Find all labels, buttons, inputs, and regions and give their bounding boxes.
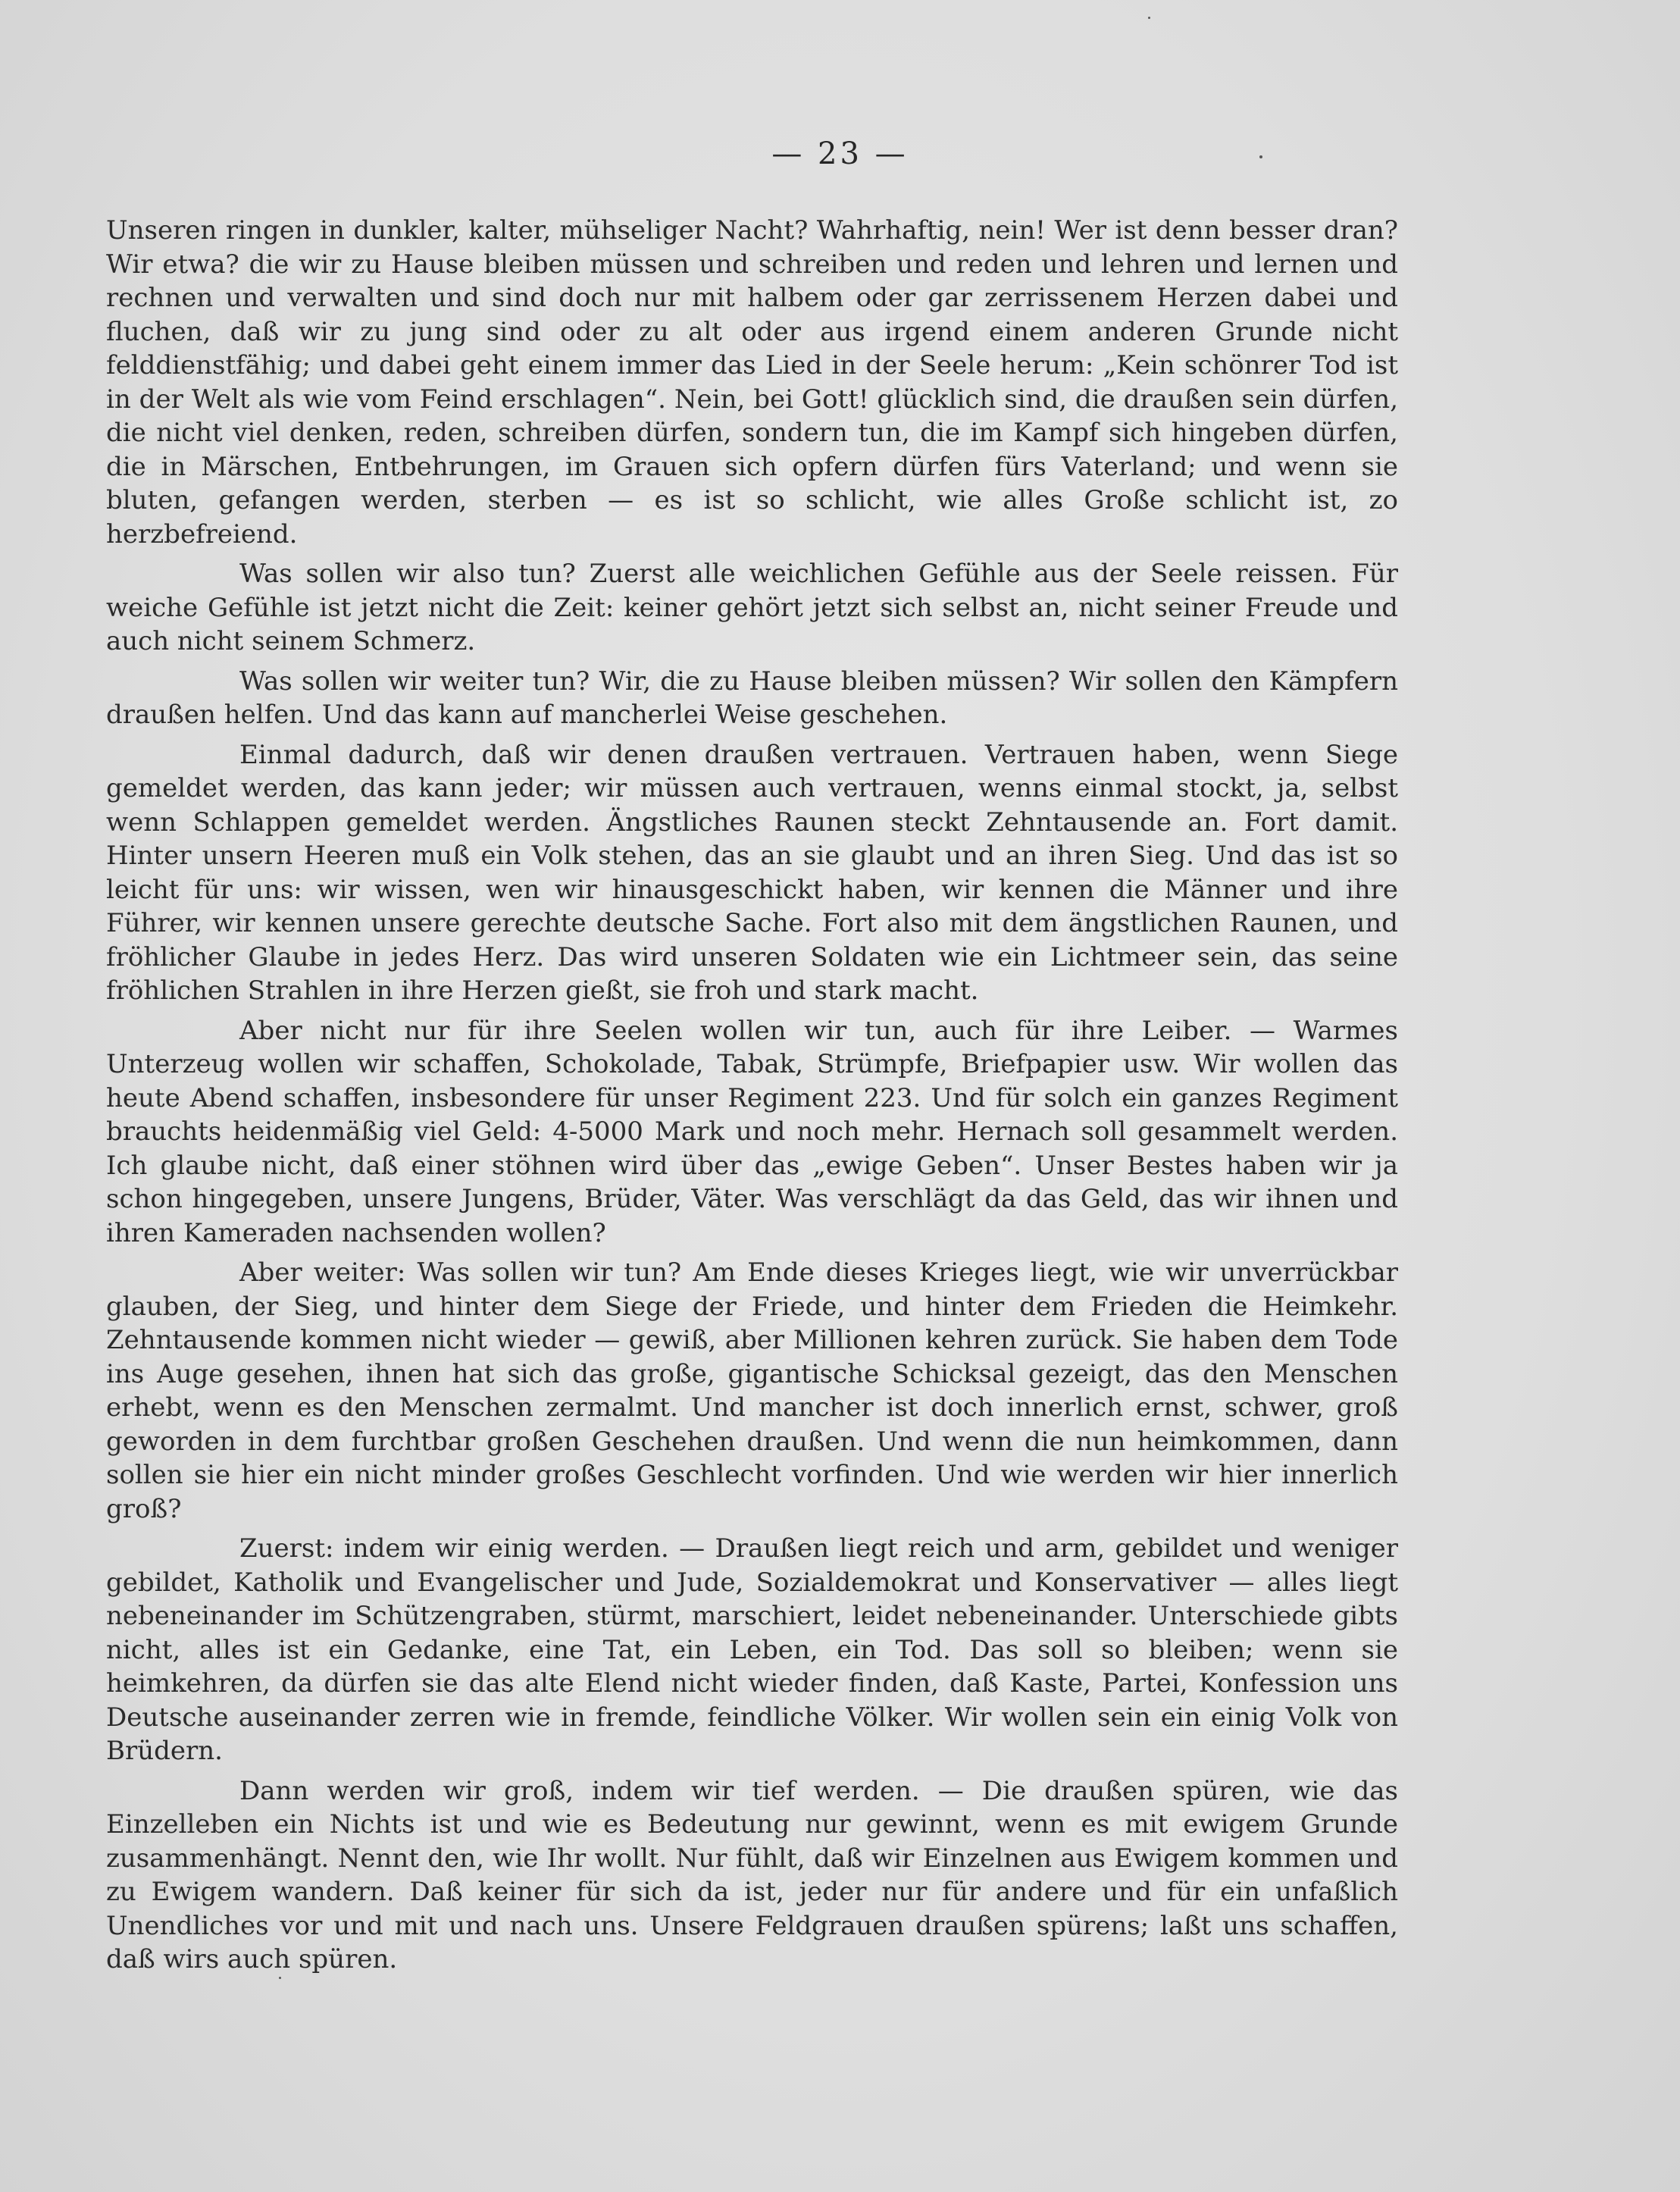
paragraph-5: Aber nicht nur für ihre Seelen wollen wir tun, auch für ihre Leiber. — Warmes Unterzeug wollen wir schaffen, Schokolade, Tabak, Strümpfe, Briefpapier usw. Wir wollen das heute Abend schaffen, insbesondere für unser Regiment 223. Und für solch ein ganzes Regiment brauchts heidenmäßig viel Geld: 4-5000 Mark und noch mehr. Hernach soll gesammelt werden. Ich glaube nicht, daß einer stöhnen wird über das „ewige Geben“. Unser Bestes haben wir ja schon hingegeben, unsere Jungens, Brüder, Väter. Was verschlägt da das Geld, das wir ihnen und ihren Kameraden nachsenden wollen?: [106, 1015, 1398, 1248]
paragraph-7: Zuerst: indem wir einig werden. — Draußen liegt reich und arm, gebildet und weniger gebildet, Katholik und Evangelischer und Jude, Sozialdemokrat und Konservativer — alles liegt nebeneinander im Schützengraben, stürmt, marschiert, leidet nebeneinander. Unterschiede gibts nicht, alles ist ein Gedanke, eine Tat, ein Leben, ein Tod. Das soll so bleiben; wenn sie heimkehren, da dürfen sie das alte Elend nicht wieder finden, daß Kaste, Partei, Konfession uns Deutsche auseinander zerren wie in fremde, feindliche Völker. Wir wollen sein ein einig Volk von Brüdern.: [106, 1533, 1398, 1766]
paragraph-1: Unseren ringen in dunkler, kalter, mühseliger Nacht? Wahrhaftig, nein! Wer ist denn besser dran? Wir etwa? die wir zu Hause bleiben müssen und schreiben und reden und lehren und lernen und rechnen und verwalten und sind doch nur mit halbem oder gar zerrissenem Herzen dabei und fluchen, daß wir zu jung sind oder zu alt oder aus irgend einem anderen Grunde nicht felddienstfähig; und dabei geht einem immer das Lied in der Seele herum: „Kein schönrer Tod ist in der Welt als wie vom Feind erschlagen“. Nein, bei Gott! glücklich sind, die draußen sein dürfen, die nicht viel denken, reden, schreiben dürfen, sondern tun, die im Kampf sich hingeben dürfen, die in Märschen, Entbehrungen, im Grauen sich opfern dürfen fürs Vaterland; und wenn sie bluten, gefangen werden, sterben — es ist so schlicht, wie alles Große schlicht ist, zo herzbefreiend.: [106, 215, 1398, 550]
page-number: — 23 —: [771, 136, 909, 171]
paragraph-6: Aber weiter: Was sollen wir tun? Am Ende dieses Krieges liegt, wie wir unverrückbar glauben, der Sieg, und hinter dem Siege der Friede, und hinter dem Frieden die Heimkehr. Zehntausende kommen nicht wieder — gewiß, aber Millionen kehren zurück. Sie haben dem Tode ins Auge gesehen, ihnen hat sich das große, gigantische Schicksal gezeigt, das den Menschen erhebt, wenn es den Menschen zermalmt. Und mancher ist doch innerlich ernst, schwer, groß geworden in dem furchtbar großen Geschehen draußen. Und wenn die nun heimkommen, dann sollen sie hier ein nicht minder großes Geschlecht vorfinden. Und wie werden wir hier innerlich groß?: [106, 1257, 1398, 1524]
paragraph-4: Einmal dadurch, daß wir denen draußen vertrauen. Vertrauen haben, wenn Siege gemeldet werden, das kann jeder; wir müssen auch vertrauen, wenns einmal stockt, ja, selbst wenn Schlappen gemeldet werden. Ängstliches Raunen steckt Zehntausende an. Fort damit. Hinter unsern Heeren muß ein Volk stehen, das an sie glaubt und an ihren Sieg. Und das ist so leicht für uns: wir wissen, wen wir hinausgeschickt haben, wir kennen die Männer und ihre Führer, wir kennen unsere gerechte deutsche Sache. Fort also mit dem ängstlichen Raunen, und fröhlicher Glaube in jedes Herz. Das wird unseren Soldaten wie ein Lichtmeer sein, das seine fröhlichen Strahlen in ihre Herzen gießt, sie froh und stark macht.: [106, 739, 1398, 1006]
print-speck: [1148, 17, 1150, 19]
paragraph-3: Was sollen wir weiter tun? Wir, die zu Hause bleiben müssen? Wir sollen den Kämpfern draußen helfen. Und das kann auf mancherlei Weise geschehen.: [106, 665, 1398, 730]
body-text: [106, 214, 1398, 1983]
print-speck: [1259, 155, 1262, 158]
print-speck: [279, 1977, 281, 1979]
paragraph-8: Dann werden wir groß, indem wir tief werden. — Die draußen spüren, wie das Einzelleben ein Nichts ist und wie es Bedeutung nur gewinnt, wenn es mit ewigem Grunde zusammenhängt. Nennt den, wie Ihr wollt. Nur fühlt, daß wir Einzelnen aus Ewigem kommen und zu Ewigem wandern. Daß keiner für sich da ist, jeder nur für andere und für ein unfaßlich Unendliches vor und mit und nach uns. Unsere Feldgrauen draußen spürens; laßt uns schaffen, daß wirs auch spüren.: [106, 1775, 1398, 1974]
paragraph-2: Was sollen wir also tun? Zuerst alle weichlichen Gefühle aus der Seele reissen. Für weiche Gefühle ist jetzt nicht die Zeit: keiner gehört jetzt sich selbst an, nicht seiner Freude und auch nicht seinem Schmerz.: [106, 559, 1398, 656]
